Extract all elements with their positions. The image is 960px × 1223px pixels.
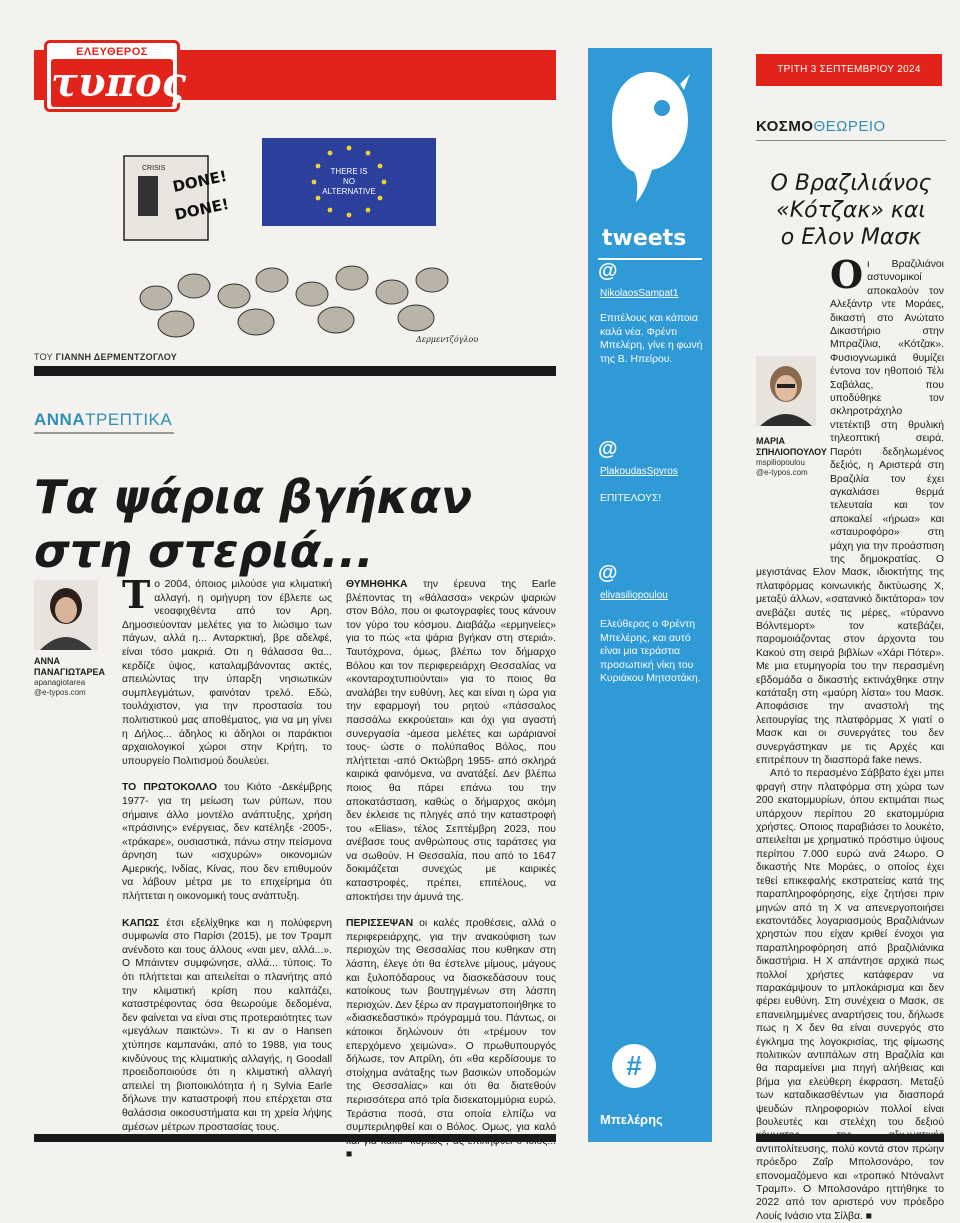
bottom-rule-left	[34, 1134, 556, 1142]
right-headline-line-2: «Κότζακ» και	[776, 198, 926, 223]
right-author-box	[756, 356, 827, 552]
logo-main-text: τυπος	[51, 59, 186, 106]
rubric-underline	[34, 432, 174, 434]
tweet-3-handle[interactable]: elivasiliopoulou	[600, 590, 668, 601]
author-name-2: ΠΑΝΑΓΙΩΤΑΡΕΑ	[34, 667, 105, 677]
tweet-3-text: Ελεύθερος ο Φρέντη Μπελέρης, και αυτό είναι μια τεράστια προσωπική νίκη του Κυριάκου Μητσοτάκη.	[600, 619, 701, 685]
bottom-rule-right	[756, 1134, 944, 1142]
author-name-1: ΑΝΝΑ	[34, 656, 60, 666]
credit-prefix: ΤΟΥ	[34, 352, 53, 362]
right-paragraph-2: Από το περασμένο Σάββατο έχει μπει φραγή στην πλατφόρμα στη χώρα των 200 εκατομμυρίων, όπου εκτιμάται πως υπάρχουν περίπου 20 εκατομμύρια χρήστες. Οποιος παραβιάσει το λουκέτο, απειλείται με χρηματικό πρόστιμο ύψους περίπου 7.000 ευρώ ανά 24ωρο. Ο δικαστής Ντε Μοράες, ο οποίος έχει τεθεί επικεφαλής εκστρατείας κατά της παραπληροφόρησης, είχε ζητήσει πριν μηνών από τη Χ να απενεργοποιήσει εκατοντάδες λογαριασμούς Βραζιλιάνων χρηστών που είχαν κριθεί ένοχοι για παραπληροφόρηση από βραζιλιάνικα δικαστήρια. Η Χ απάντησε αρχικά πως πολλοί χρήστες κατάφεραν να παρακάμψουν το μπλοκάρισμα και δεν φέρει ευθύνη. Στη συνέχεια ο Μασκ, σε επανειλημμένες αναρτήσεις του, δήλωσε πως η Χ δεν θα είναι συνεργός στο έγκλημα της λογοκρισίας, της φίμωσης πολιτικών αντιπάλων στη Βραζιλία και θα παραμείνει μια πηγή αλήθειας και βήμα για ελεύθερη έκφραση. Μεταξύ των καταδικασθέντων για διασπορά ψευδών πληροφοριών πολλοί είναι βουλευτές και στελέχη του δεξιού αντιπολίτευσης, πολύ κοντά στον πρώην πρόεδρο Ζαΐρ Μπολσονάρο, τον επονομαζόμενο και «τροπικό Ντόναλντ Τραμπ». Ο Μπολσονάρο ηττήθηκε το 2022 από τον αριστερό νυν πρόεδρο Λουίς Ινάσιο ντα Σίλβα. ■	[756, 768, 944, 1222]
cartoon-credit	[34, 352, 177, 362]
right-drop-cap: Ο	[830, 252, 864, 297]
crisis-figure	[138, 176, 158, 216]
crisis-board	[124, 156, 208, 240]
author-handle-2: @e-typos.com	[34, 688, 86, 697]
tweet-2-at-icon: @	[598, 438, 618, 460]
crisis-label: CRISIS	[142, 165, 166, 172]
article-headline	[34, 470, 554, 578]
logo-top-text: ΕΛΕΥΘΕΡΟΣ	[76, 46, 148, 58]
tweet-bubble-icon	[608, 62, 692, 212]
headline-line-1: Τα ψάρια βγήκαν	[34, 470, 473, 524]
cartoon-signature: Δερμεντζόγλου	[416, 335, 479, 344]
flag-text-2: NO	[343, 177, 355, 186]
right-rubric-rest: ΘΕΩΡΕΙΟ	[813, 118, 886, 135]
flag-text-1: THERE IS	[330, 167, 368, 176]
right-author-name: ΜΑΡΙΑ ΣΠΗΛΙΟΠΟΥΛΟΥ	[756, 436, 827, 458]
author-info	[34, 656, 118, 698]
paragraph-4: ΘΥΜΗΘΗΚΑ την έρευνα της Earle βλέποντας τη «θάλασσα» νεκρών ψαριών στον Βόλο, που οι φωτογραφίες τους κάνουν τον γύρο του κόσμου. Διαβάζω «ερμηνείες» για το πώς «τα ψάρια βγήκαν στη στεριά». Ταυτόχρονα, όμως, βλέπω τον δήμαρχο Βόλου και τον περιφερειάρχη Θεσσαλίας να «κονταροχτυπιούνται» για το ποιος θα αναλάβει την ευθύνη, λες και είναι η ώρα για την εφαρμογή του ρητού «πάσσαλος πασσάλω εκκρούεται» και όχι για αγαστή συνεργασία -άμεσα μελέτες και ωράριανοί τους- ώστε ο πολύπαθος Βόλος, που πλήττεται -από Οκτώβρη 1955- από σκληρά καιρικά φαινόμενα, να ανατάξεί. Δεν βλέπω ποιος θα πάρει επάνω του την αποκατάσταση, καθώς ο δήμαρχος ακόμη δεν έκλεισε τις πληγές από την καταστροφή του «Elias», τέλος Σεπτέμβρη 2023, που ανέβασε τους ανθρώπους στις ταράτσες για να σωθούν. Η Θεσσαλία, που από το 1647 δοκιμάζεται συνεχώς με καιρικές καταστροφές, πρέπει, επιτέλους, να αποκτήσει την άμυνά της.	[346, 579, 556, 903]
tweet-1-handle[interactable]: NikolaosSampat1	[600, 288, 679, 299]
right-section-rubric	[756, 118, 886, 135]
cartoon-rule	[34, 366, 556, 376]
rubric-bold: ΑΝΝΑ	[34, 410, 86, 429]
right-headline	[756, 170, 946, 251]
right-headline-line-3: ο Ελον Μασκ	[780, 225, 922, 250]
paragraph-1: Το 2004, όποιος μιλούσε για κλιματική αλλαγή, η ομήγυρη τον έβλεπε ως νεοαφιχθέντα από τον Αρη. Δημοσιεύονταν μελέτες για το λιώσιμο των πάγων, αλλά η... Ανταρκτική, βρε αδελφέ, είναι τόσο μακριά. Οτι η θάλασσα θα... κερδίζε ύψος, καταλαμβάνοντας ακτές, απειλώντας την ύπαρξη νησιωτικών συμπλεγμάτων, φαινόταν τρελό. Εδώ, τουλάχιστον, για την προστασία του πολιτιστικού μας αποθέματος, για να μη γίνει η Δήλος... άδηλος κι άδηλοι οι παράκτιοι αρχαιολογικοί χώροι στην Κρήτη, το υπουργείο Πολιτισμού δουλεύει.	[122, 572, 332, 767]
date-bar: ΤΡΙΤΗ 3 ΣΕΠΤΕΜΒΡΙΟΥ 2024	[756, 54, 942, 86]
rubric-rest: ΤΡΕΠΤΙΚΑ	[85, 410, 173, 429]
tweet-3-at-icon: @	[598, 562, 618, 584]
article-column-1	[122, 572, 332, 1147]
author-photo	[34, 580, 98, 650]
right-column-text	[756, 252, 944, 1222]
article-column-2	[346, 578, 556, 1175]
tweet-1-text: Επιτέλους και κάποια καλά νέα. Φρέντι Μπελέρη, γίνε η φωνή της Β. Ηπείρου.	[600, 313, 703, 365]
paragraph-2: ΤΟ ΠΡΩΤΟΚΟΛΛΟ του Κιότο -Δεκέμβρης 1977- για τη μείωση των ρύπων, που σήμαινε άλλο μοντέλο ανάπτυξης, χρήση «πράσινης» ενέργειας, δεν κατέληξε -2005-, «τράκαρε», ουσιαστικά, πάνω στην πείσμονα άρνηση των «ισχυρών» οικονομιών Αμερικής, Ινδίας, Κίνας, που δεν επιθυμούν να λάβουν μέτρα με το επιχείρημα ότι πλήττεται η οικονομική τους ανάπτυξη.	[122, 782, 332, 903]
right-rubric-bold: ΚΟΣΜΟ	[756, 118, 814, 135]
drop-cap: Τ	[122, 572, 151, 617]
tweets-panel	[588, 48, 712, 1142]
right-rubric-underline	[756, 140, 946, 141]
right-author-handle-1: mspiliopoulou	[756, 458, 805, 468]
hashtag-label[interactable]: Μπελέρης	[600, 1112, 663, 1127]
headline-line-2: στη στεριά...	[34, 524, 374, 578]
right-headline-line-1: Ο Βραζιλιάνος	[770, 171, 932, 196]
done-bubble-1: DONE!	[171, 166, 229, 196]
tweet-2-handle[interactable]: PlakoudasSpyros	[600, 466, 678, 477]
credit-name: ΓΙΑΝΝΗ ΔΕΡΜΕΝΤΖΟΓΛΟΥ	[55, 352, 178, 362]
author-handle-1: apanagiotarea	[34, 678, 86, 687]
paragraph-3: ΚΑΠΩΣ έτσι εξελίχθηκε και η πολύφερνη συμφωνία στο Παρίσι (2015), με τον Τραμπ ανένδοτο και τους άλλους «ναι μεν, αλλά...». Ο Μπάιντεν συμφώνησε, αλλά... τύποις. Το ότι πλήττεται και απειλείται ο πλανήτης από την κλιματική κρίση που καλπάζει, καταστρέφοντας όσα θεωρούμε δεδομένα, δεν φαίνεται να είναι στις προτεραιότητες των «μεγάλων παικτών». Τι κι αν ο Hansen χτύπησε καμπανάκι, από το 1988, για τους κινδύνους της κλιματικής αλλαγής, η Goodall προειδοποιούσε ότι η κλιματική αλλαγή απειλεί τη βιοποικιλότητα ή η Sylvia Earle δήλωνε την καταστροφή που επέρχεται στα θαλάσσια οικοσυστήματα και τη χρεία λήψης αμέσων μέτρων προστασίας τους.	[122, 917, 332, 1133]
right-author-handle-2: @e-typos.com	[756, 468, 808, 478]
done-bubble-2: DONE!	[173, 194, 231, 224]
hashtag-pin-icon: #	[612, 1044, 656, 1088]
right-paragraph-1: Οι Βραζιλιάνοι αστυνομικοί αποκαλούν τον Αλεξάντρ ντε Μοράες, δικαστή στο Ανώτατο Δικαστήριο στην Μπραζίλια, «Κότζακ». Φυσιογνωμικά θυμίζει έντονα τον ηθοποιό Τέλι Σαβάλας, που υποδύθηκε τον σκληροτράχηλο ντετέκτιβ στη θρυλική τηλεοπτική σειρά. Παρότι δεδηλωμένος δεξιός, η Αριστερά στη Βραζιλία τον έχει αγκαλιάσει θερμά τελευταία και τον αποκαλεί «ήρωα» και «σταυροφόρο» στη μάχη για την προάσπιση της δημοκρατίας. Ο μεγιστάνας Ελον Μασκ, ιδιοκτήτης της πλατφόρμας κοινωνικής δικτύωσης Χ, μεταξύ άλλων, «σατανικό δικτάτορα» τον ανεβάζει αυτές τις μέρες, «τύραννο Βόλντεμορτ» τον κατεβάζει, παρομοιάζοντας στον άρχοντα του Κακού στη σειρά βιβλίων «Χάρι Πότερ». Με μια ετυμηγορία του την περασμένη εβδομάδα ο δικαστής εκτινάχθηκε στην κατάταξη στη «μαύρη λίστα» του Μασκ. Αποφάσισε την αναστολή της λειτουργίας της πλατφόρμας Χ γιατί ο Μασκ και οι συνεργάτες του δεν συνεργάστηκαν με τις Αρχές και επιτρέπουν τη διασπορά fake news.	[756, 252, 944, 767]
tweets-label: tweets	[602, 226, 687, 251]
flag-text-3: ALTERNATIVE	[322, 187, 376, 196]
section-rubric	[34, 410, 172, 430]
right-author-photo	[756, 356, 816, 426]
newspaper-logo	[44, 40, 186, 112]
tweet-1-at-icon: @	[598, 260, 618, 282]
tweet-2-text: ΕΠΙΤΕΛΟΥΣ!	[600, 493, 662, 504]
editorial-cartoon	[116, 128, 486, 350]
paragraph-5: ΠΕΡΙΣΣΕΨΑΝ οι καλές προθέσεις, αλλά ο περιφερειάρχης, για την ανακούφιση των περιοχών της Θεσσαλίας που κυθηκαν στη λάσπη, έλεγε ότι θα έστελνε μίμους, μάγους και ξυλοπόδαρους να διασκεδάσουν τους κατοίκους των βουτηγμένων στη λάσπη περιοχών. Δεν ξέρω αν πραγματοποιήθηκε το «διασκεδαστικό» πρόγραμμά του. Πάντως, οι κάτοικοι δηλώνουν ότι «τρέμουν τον επερχόμενο χειμώνα». Ο πρωθυπουργός δήλωσε, τον Απρίλη, ότι «θα κερδίσουμε το στοίχημα ανάταξης των βασικών υποδομών της Θεσσαλίας» και ότι θα διατεθούν περισσότερα από τρία δισεκατομμύρια ευρώ. Τεράστια ποσά, στα οποία ελπίζω να συμπεριληφθεί και ο Βόλος. Ομως, για καλό ■	[346, 918, 556, 1161]
